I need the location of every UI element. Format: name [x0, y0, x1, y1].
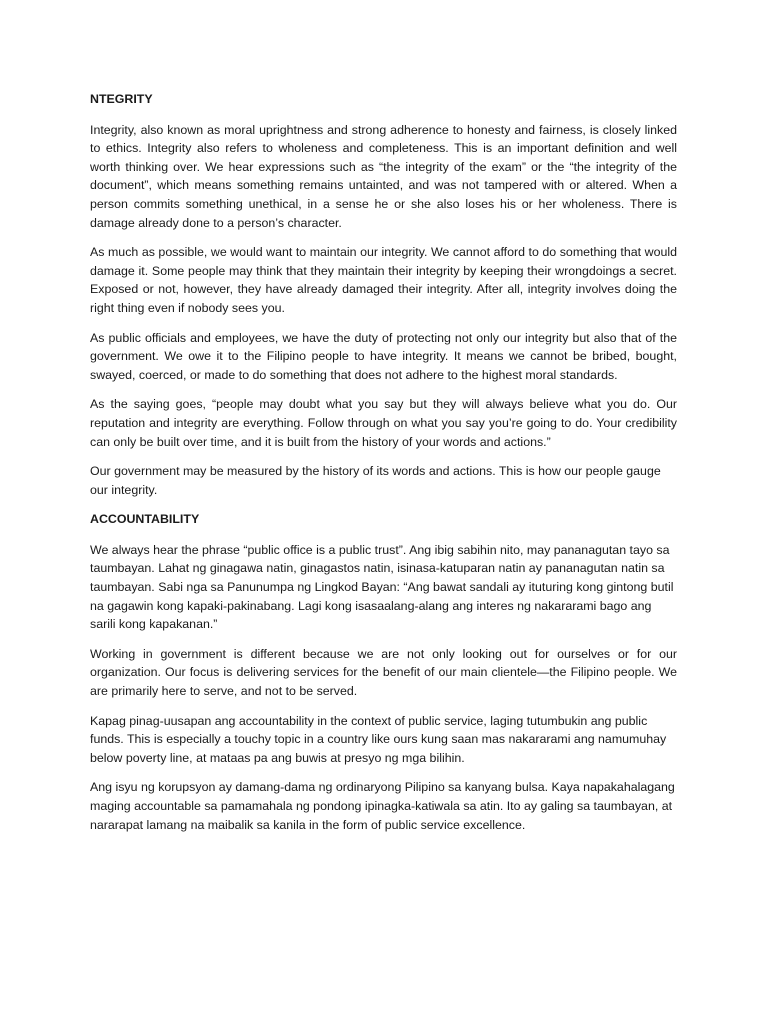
paragraph-integrity-definition: Integrity, also known as moral uprightness and strong adherence to honesty and fairness, is closely linked to ethics. Integrity also refers to wholeness and completeness. This is an important definition and well worth thinking over. We hear expressions such as “the integrity of the exam” or the “the integrity of the document”, which means something remains untainted, and was not tampered with or altered. When a person commits something unethical, in a sense he or she also loses his or her wholeness. There is damage already done to a person’s character. — [90, 122, 677, 230]
paragraph-integrity-saying: As the saying goes, “people may doubt what you say but they will always believe what you do. Our reputation and integrity are everything. Follow through on what you say you’re going to do. Your credibility can only be built over time, and it is built from the history of your words and actions.” — [90, 397, 677, 449]
paragraph-integrity-maintain: As much as possible, we would want to maintain our integrity. We cannot afford to do something that would damage it. Some people may think that they maintain their integrity by keeping their wrongdoings a secret. Exposed or not, however, they have already damaged their integrity. After all, integrity involves doing the right thing even if nobody sees you. — [90, 245, 677, 315]
paragraph-accountability-public-trust: We always hear the phrase “public office is a public trust”. Ang ibig sabihin nito, may pananagutan tayo sa taumbayan. Lahat ng ginagawa natin, ginagastos natin, isinasa-katuparan natin ay pananagutan natin sa taumbayan. Sabi nga sa Panunumpa ng Lingkod Bayan: “Ang bawat sandali ay ituturing kong gintong butil na gagawin kong kapaki-pakinabang. Lagi kong isasaalang-alang ang interes ng nakararami bago ang sarili kong kapakanan.” — [90, 542, 674, 632]
paragraph-accountability-public-funds: Kapag pinag-uusapan ang accountability in the context of public service, laging tutumbukin ang public funds. This is especially a touchy topic in a country like ours kung saan mas nakararami ang namumuhay below poverty line, at mataas pa ang buwis at presyo ng mga bilihin. — [90, 713, 667, 765]
section-heading-integrity: NTEGRITY — [90, 92, 153, 106]
paragraph-integrity-government: Our government may be measured by the history of its words and actions. This is how our people gauge our integrity. — [90, 464, 661, 497]
paragraph-accountability-working: Working in government is different because we are not only looking out for ourselves or for our organization. Our focus is delivering services for the benefit of our main clientele—the Filipino people. We are primarily here to serve, and not to be served. — [90, 646, 677, 699]
section-heading-accountability: ACCOUNTABILITY — [90, 512, 200, 527]
paragraph-accountability-corruption: Ang isyu ng korupsyon ay damang-dama ng ordinaryong Pilipino sa kanyang bulsa. Kaya napakahalagang maging accountable sa pamamahala ng pondong ipinagka-katiwala sa atin. Ito ay galing sa taumbayan, at nararapat lamang na maibalik sa kanila in the form of public service excellence. — [90, 780, 675, 832]
paragraph-integrity-public-officials: As public officials and employees, we have the duty of protecting not only our integrity but also that of the government. We owe it to the Filipino people to have integrity. It means we cannot be bribed, bought, swayed, coerced, or made to do something that does not adhere to the highest moral standards. — [90, 330, 677, 382]
document-page — [90, 90, 677, 845]
